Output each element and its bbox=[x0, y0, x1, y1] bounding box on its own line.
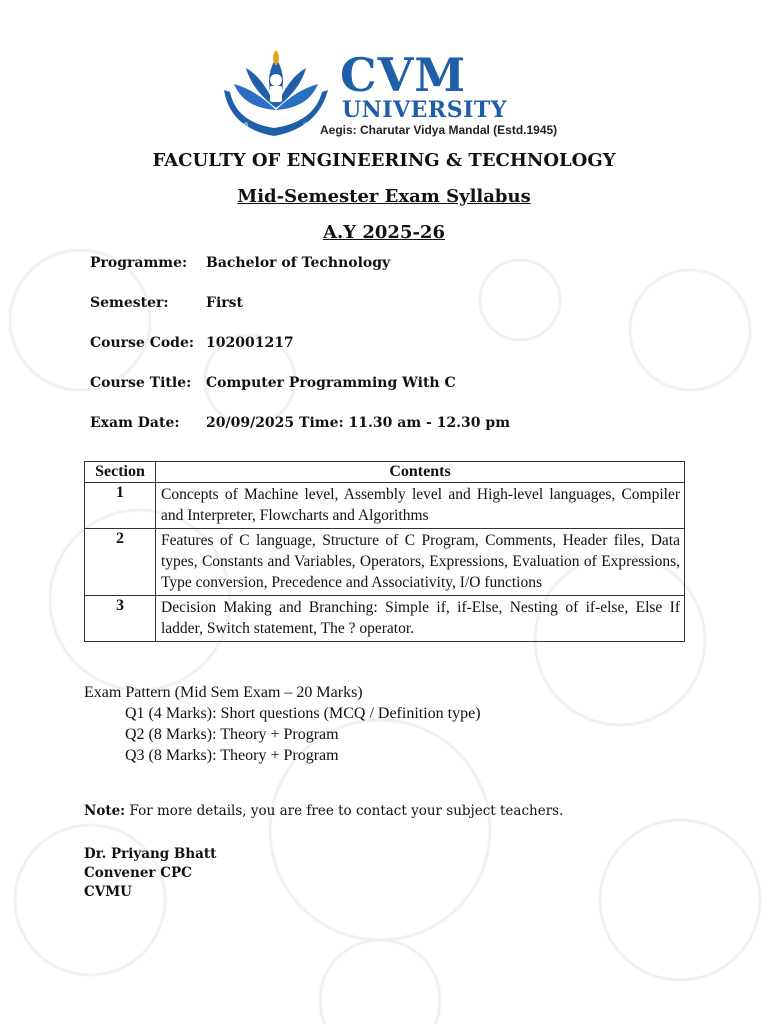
meta-row-exam-date bbox=[90, 415, 690, 455]
signature-block bbox=[84, 845, 216, 902]
exam-pattern-heading: Exam Pattern (Mid Sem Exam – 20 Marks) bbox=[84, 684, 363, 701]
university-logo bbox=[222, 48, 558, 142]
table-row bbox=[85, 529, 685, 596]
meta-value: Bachelor of Technology bbox=[206, 255, 391, 271]
exam-pattern bbox=[84, 682, 481, 766]
meta-label: Exam Date: bbox=[90, 415, 180, 431]
signatory-name: Dr. Priyang Bhatt bbox=[84, 846, 217, 862]
meta-label: Semester: bbox=[90, 295, 169, 311]
meta-row-course-code bbox=[90, 335, 690, 375]
meta-label: Programme: bbox=[90, 255, 188, 271]
svg-text:ॐ: ॐ bbox=[242, 122, 249, 130]
faculty-heading: FACULTY OF ENGINEERING & TECHNOLOGY bbox=[152, 150, 616, 171]
meta-value: Computer Programming With C bbox=[206, 375, 456, 391]
section-contents: Concepts of Machine level, Assembly level and High-level languages, Compiler and Interpreter, Flowcharts and Algorithms bbox=[156, 483, 685, 529]
meta-row-course-title bbox=[90, 375, 690, 415]
section-number: 2 bbox=[85, 529, 156, 596]
svg-text:ॐ: ॐ bbox=[302, 122, 309, 130]
column-header-section: Section bbox=[85, 462, 156, 483]
logo-aegis-text: Aegis: Charutar Vidya Mandal (Estd.1945) bbox=[320, 123, 558, 137]
meta-row-semester bbox=[90, 295, 690, 335]
meta-row-programme bbox=[90, 255, 690, 295]
document-title: Mid-Semester Exam Syllabus bbox=[237, 186, 531, 207]
logo-wordmark: CVM bbox=[340, 48, 467, 102]
table-row bbox=[85, 596, 685, 642]
meta-label: Course Code: bbox=[90, 335, 195, 351]
meta-value: First bbox=[206, 295, 243, 311]
section-contents: Features of C language, Structure of C Program, Comments, Header files, Data types, Constants and Variables, Operators, Expressions, Evaluation of Expressions, Type conversion, Precedence and Associativity, I/O functions bbox=[156, 529, 685, 596]
section-number: 1 bbox=[85, 483, 156, 529]
syllabus-table bbox=[84, 461, 685, 642]
exam-pattern-item: Q1 (4 Marks): Short questions (MCQ / Definition type) bbox=[125, 705, 481, 722]
meta-label: Course Title: bbox=[90, 375, 192, 391]
table-row bbox=[85, 483, 685, 529]
section-number: 3 bbox=[85, 596, 156, 642]
course-details bbox=[90, 255, 690, 455]
table-header-row bbox=[85, 462, 685, 483]
exam-pattern-item: Q2 (8 Marks): Theory + Program bbox=[125, 726, 339, 743]
academic-year: A.Y 2025-26 bbox=[323, 222, 445, 243]
meta-value: 20/09/2025 Time: 11.30 am - 12.30 pm bbox=[206, 415, 511, 431]
note-label: Note: bbox=[84, 803, 126, 819]
university-emblem-icon bbox=[222, 50, 332, 142]
signatory-org: CVMU bbox=[84, 884, 132, 900]
column-header-contents: Contents bbox=[156, 462, 685, 483]
meta-value: 102001217 bbox=[206, 335, 294, 351]
note-text: For more details, you are free to contact your subject teachers. bbox=[125, 803, 564, 819]
signatory-designation: Convener CPC bbox=[84, 865, 192, 881]
logo-subtitle: UNIVERSITY bbox=[342, 97, 507, 123]
section-contents: Decision Making and Branching: Simple if, if-Else, Nesting of if-else, Else If ladder, Switch statement, The ? operator. bbox=[156, 596, 685, 642]
note bbox=[84, 803, 563, 819]
exam-pattern-item: Q3 (8 Marks): Theory + Program bbox=[125, 747, 339, 764]
